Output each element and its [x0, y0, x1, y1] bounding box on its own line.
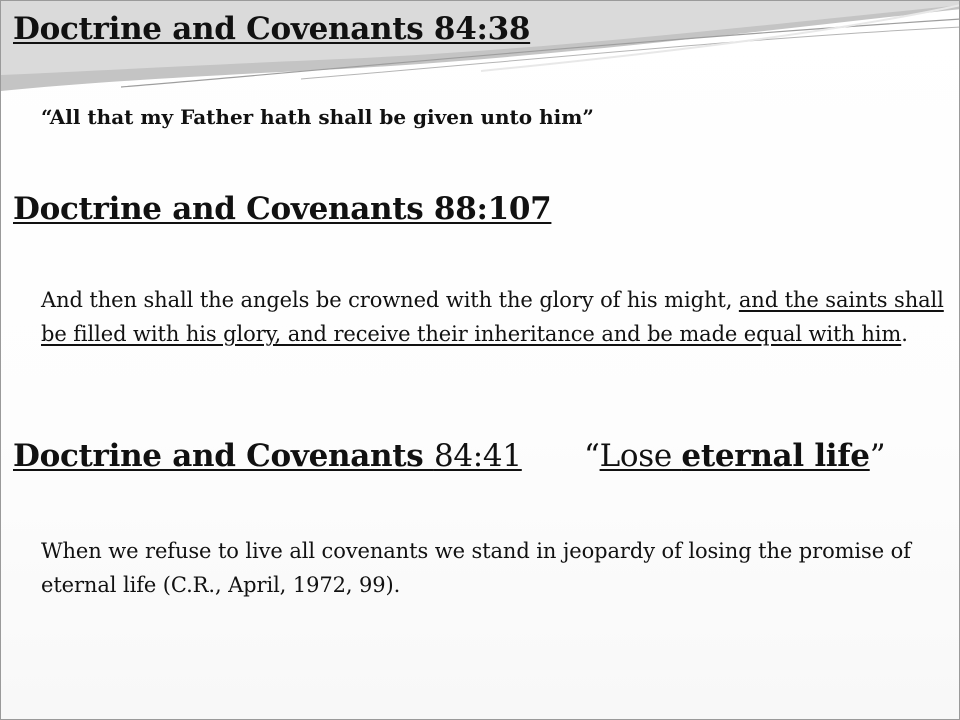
heading-title: Doctrine and Covenants: [13, 438, 434, 474]
quote-underlined: [600, 438, 870, 474]
quote-lose-eternal-life: [584, 438, 885, 474]
heading-dc-84-41: [13, 438, 522, 474]
heading-ref: 84:41: [433, 438, 522, 474]
heading-dc-88-107: Doctrine and Covenants 88:107: [13, 191, 552, 227]
heading-dc-84-38: Doctrine and Covenants 84:38: [13, 11, 531, 47]
quote-father-hath: “All that my Father hath shall be given unto him”: [41, 105, 594, 129]
paragraph-angels-crowned: [41, 283, 946, 351]
quote-lose-word: Lose: [599, 438, 682, 474]
slide-content: [1, 1, 960, 720]
quote-close-mark: ”: [869, 438, 886, 474]
para-plain-text: And then shall the angels be crowned with the glory of his might,: [41, 288, 739, 312]
para-underlined-text: and the saints shall be filled with his glory, and receive their inheritance and be made equal with him: [41, 288, 944, 346]
paragraph-refuse-covenants: When we refuse to live all covenants we stand in jeopardy of losing the promise of eternal life (C.R., April, 1972, 99).: [41, 539, 911, 597]
quote-open-mark: “: [584, 438, 600, 474]
para-end-punctuation: .: [901, 322, 908, 346]
quote-eternal-life: eternal life: [681, 438, 870, 474]
